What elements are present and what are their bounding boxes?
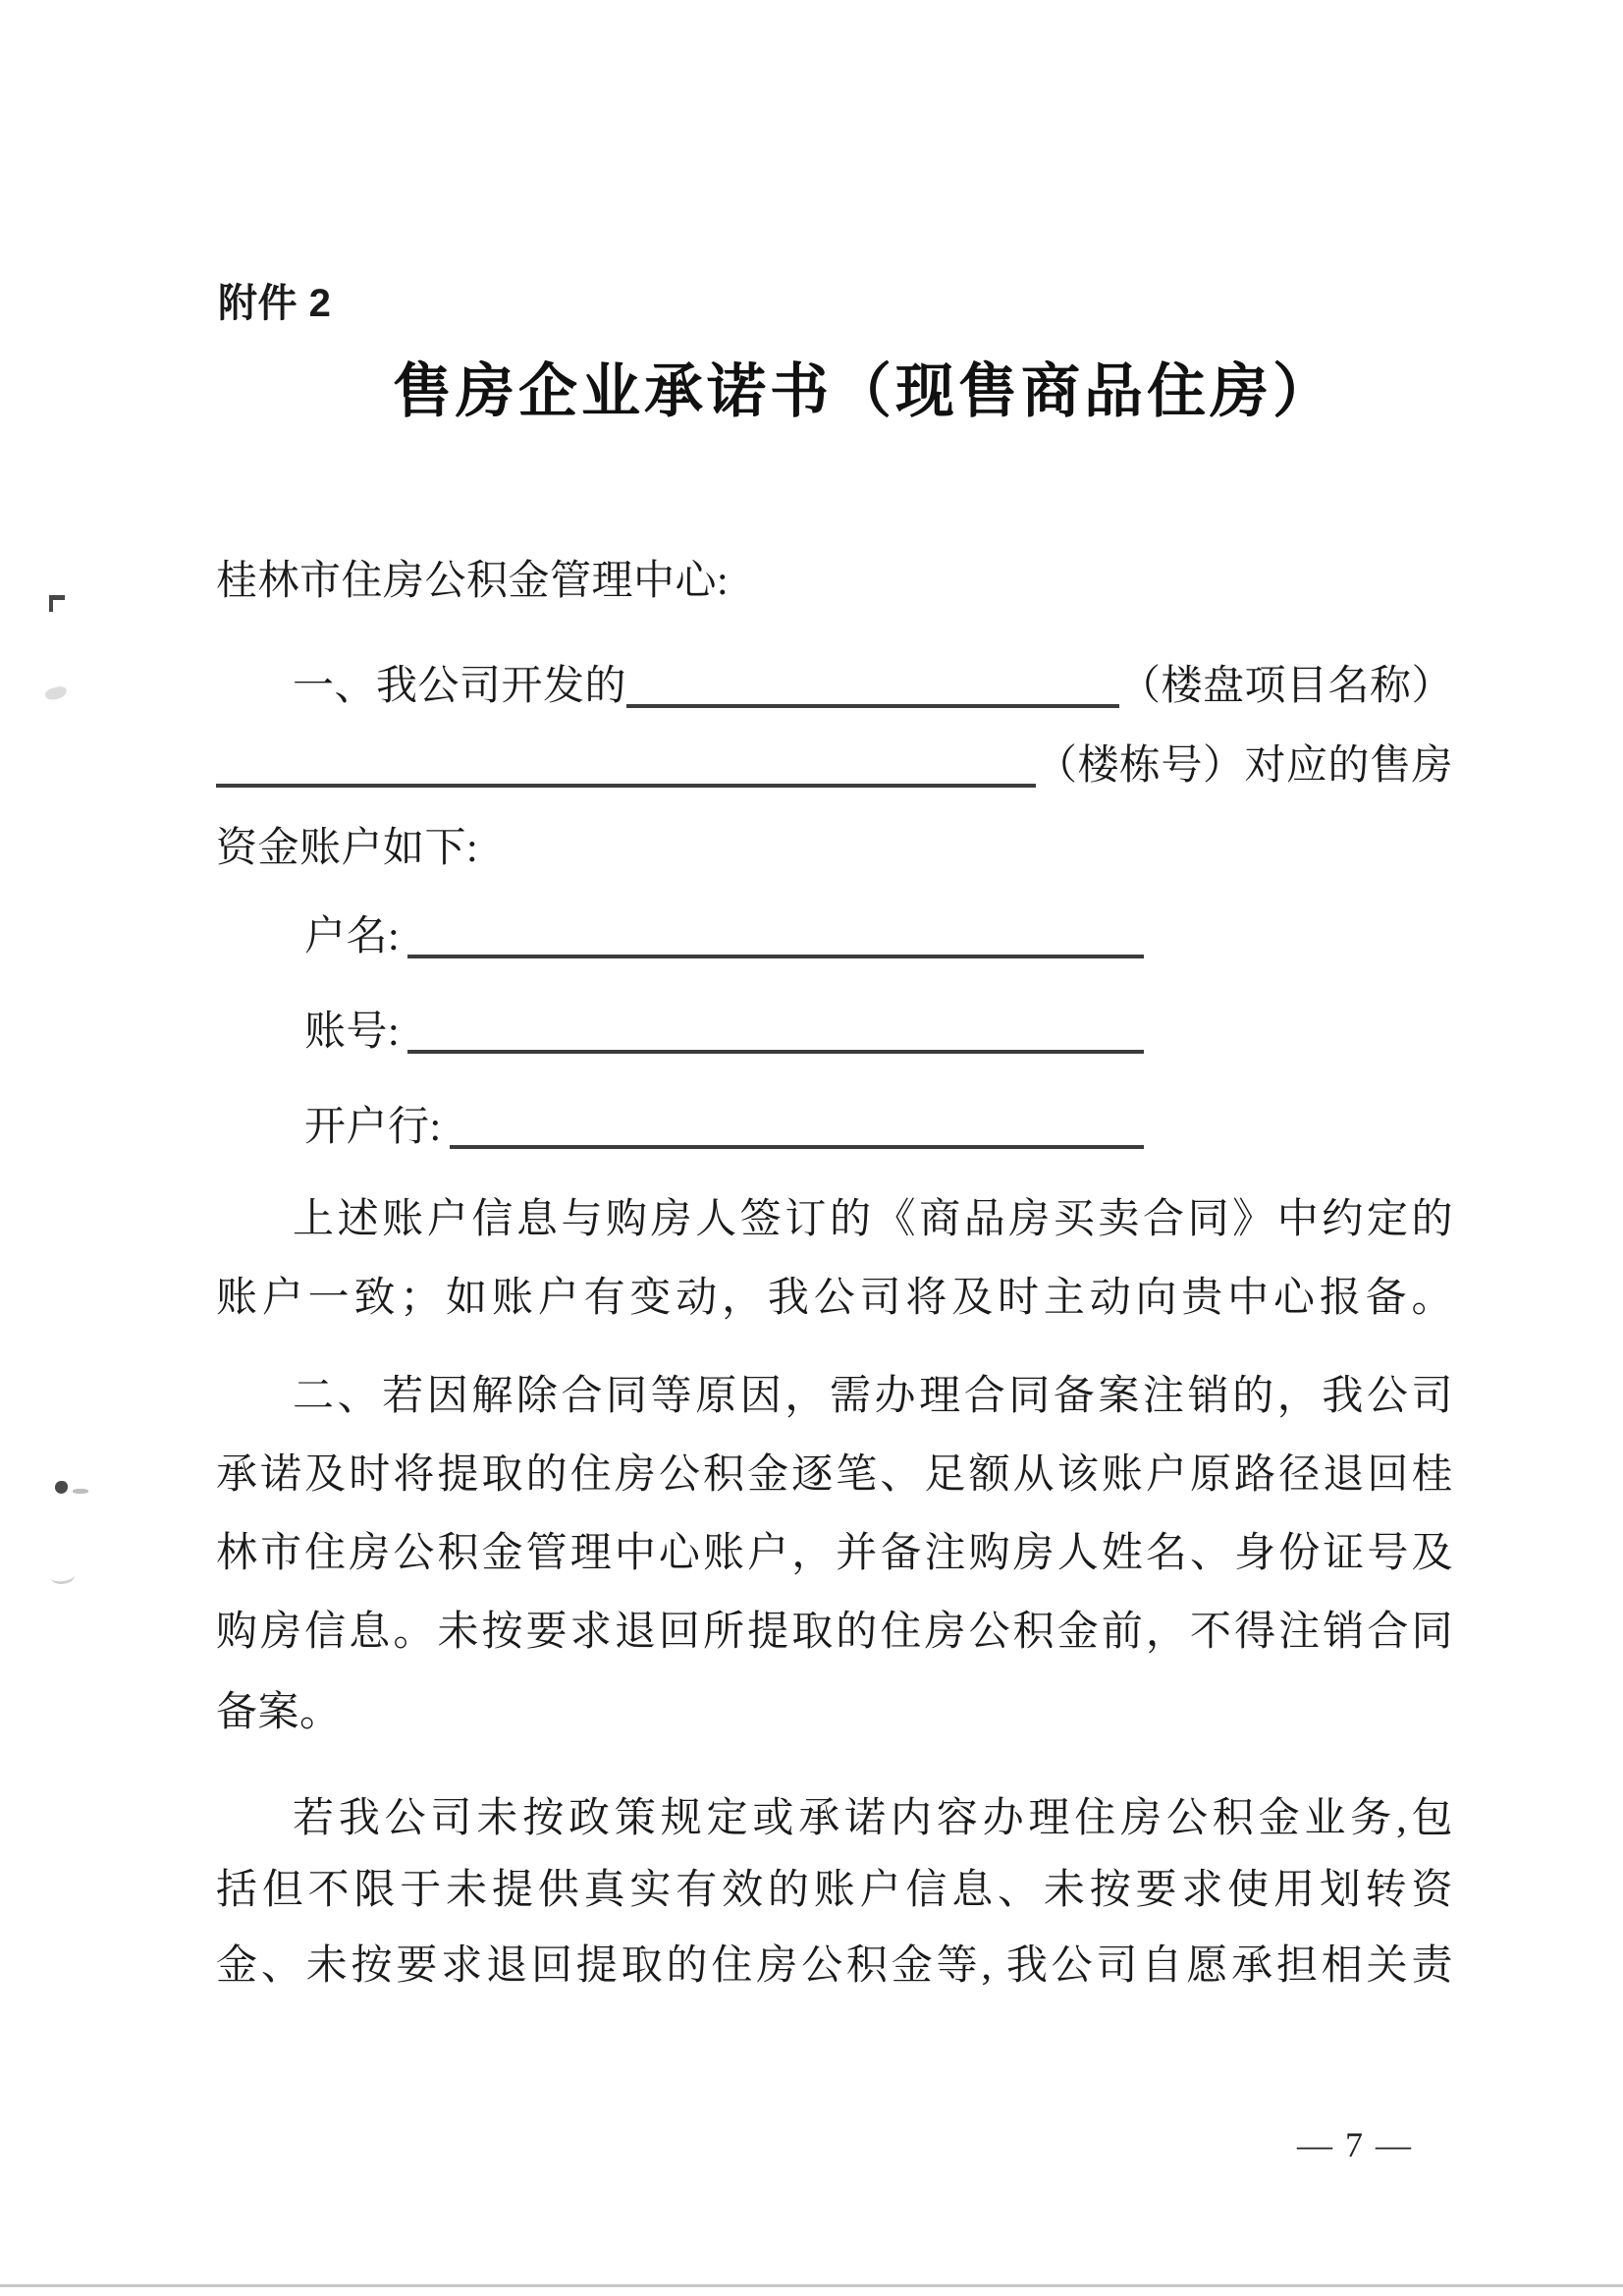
project-name-suffix: （楼盘项目名称） xyxy=(1118,664,1453,709)
scan-speck xyxy=(73,1489,88,1494)
project-name-line xyxy=(293,663,1453,710)
liability-paragraph-line: 金、未按要求退回提取的住房公积金等, 我公司自愿承担相关责 xyxy=(216,1943,1453,1989)
salutation: 桂林市住房公积金管理中心: xyxy=(216,559,730,604)
scan-speck xyxy=(49,595,65,612)
building-number-suffix: （楼栋号）对应的售房 xyxy=(1035,743,1453,789)
scan-edge-line xyxy=(0,2284,1623,2287)
account-paragraph-line: 账户一致；如账户有变动，我公司将及时主动向贵中心报备。 xyxy=(216,1276,1453,1321)
section-two-line: 备案。 xyxy=(216,1690,342,1735)
liability-paragraph-line: 括但不限于未提供真实有效的账户信息、未按要求使用划转资 xyxy=(216,1868,1453,1913)
section-two-line: 林市住房公积金管理中心账户，并备注购房人姓名、身份证号及 xyxy=(216,1531,1453,1576)
building-number-line xyxy=(216,742,1453,790)
bank-branch-blank-field xyxy=(450,1104,1144,1149)
attachment-label: 附件 2 xyxy=(218,282,332,325)
section-two-line: 购房信息。未按要求退回所提取的住房公积金前，不得注销合同 xyxy=(216,1610,1453,1655)
scan-speck xyxy=(50,1567,76,1585)
liability-paragraph-line: 若我公司未按政策规定或承诺内容办理住房公积金业务,包 xyxy=(293,1796,1453,1841)
building-number-blank-field xyxy=(216,742,1036,788)
project-name-prefix: 一、我公司开发的 xyxy=(293,664,627,709)
account-name-row xyxy=(304,913,1144,960)
scan-speck xyxy=(55,1481,68,1494)
bank-branch-label: 开户行: xyxy=(304,1105,442,1150)
account-number-label: 账号: xyxy=(304,1010,401,1055)
document-title: 售房企业承诺书（现售商品住房） xyxy=(393,359,1335,424)
page-number: — 7 — xyxy=(1297,2125,1413,2164)
bank-branch-row xyxy=(304,1104,1144,1151)
account-paragraph-line: 上述账户信息与购房人签订的《商品房买卖合同》中约定的 xyxy=(293,1197,1453,1242)
account-number-row xyxy=(304,1009,1144,1056)
project-name-blank-field xyxy=(626,663,1119,708)
account-name-label: 户名: xyxy=(304,914,401,959)
section-two-line: 承诺及时将提取的住房公积金逐笔、足额从该账户原路径退回桂 xyxy=(216,1452,1453,1498)
account-name-blank-field xyxy=(407,913,1144,958)
account-intro: 资金账户如下: xyxy=(216,826,479,871)
scan-speck xyxy=(44,685,68,701)
account-number-blank-field xyxy=(407,1009,1144,1054)
section-two-line: 二、若因解除合同等原因，需办理合同备案注销的，我公司 xyxy=(293,1374,1453,1419)
